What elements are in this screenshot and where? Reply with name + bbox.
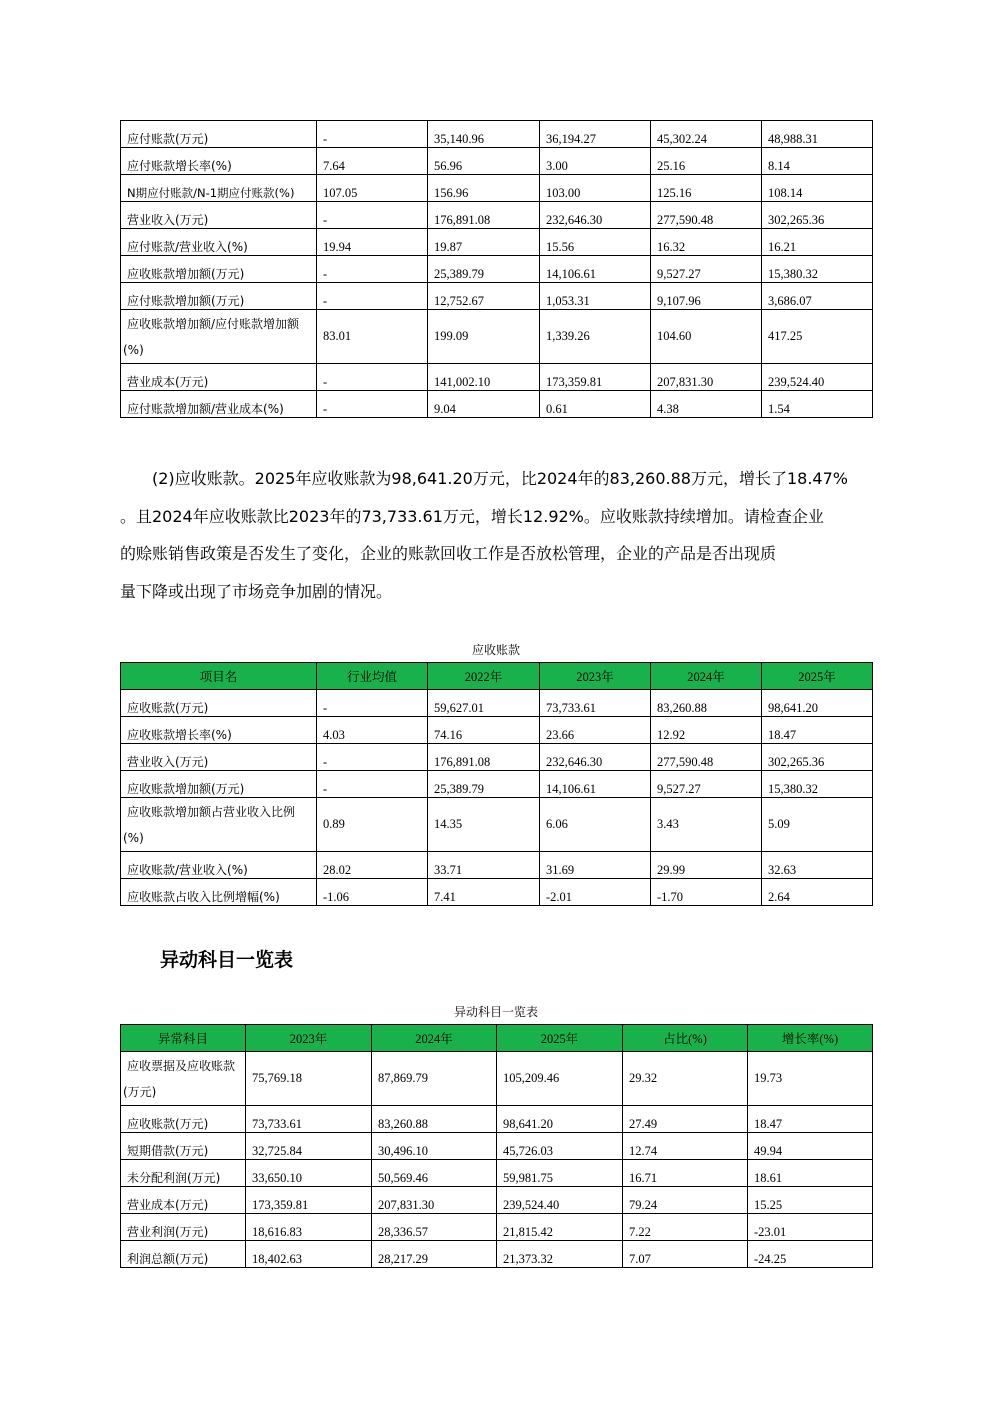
- column-header: 2025年: [497, 1025, 623, 1052]
- cell: 1.54: [762, 391, 873, 418]
- row-label: 应收账款(万元): [121, 690, 317, 717]
- cell: 103.00: [540, 175, 651, 202]
- cell: 31.69: [540, 852, 651, 879]
- cell: 25,389.79: [428, 771, 540, 798]
- cell: 176,891.08: [428, 744, 540, 771]
- cell: 32.63: [762, 852, 873, 879]
- cell: 19.94: [317, 229, 428, 256]
- cell: 73,733.61: [540, 690, 651, 717]
- cell: 12,752.67: [428, 283, 540, 310]
- row-label: [121, 798, 317, 852]
- cell: 56.96: [428, 148, 540, 175]
- cell: 36,194.27: [540, 121, 651, 148]
- table-row: [121, 202, 873, 229]
- cell: 45,302.24: [651, 121, 762, 148]
- table-caption: 应收账款: [471, 643, 520, 657]
- cell: 173,359.81: [246, 1187, 372, 1214]
- cell: 7.64: [317, 148, 428, 175]
- cell: 1,339.26: [540, 310, 651, 364]
- table-row: [121, 121, 873, 148]
- table-row: [121, 1187, 873, 1214]
- cell: 28,217.29: [372, 1241, 497, 1268]
- paragraph-text: (2)应收账款。2025年应收账款为98,641.20万元，比2024年的83,260.88万元，增长了18.47%: [152, 469, 848, 488]
- cell: 7.22: [623, 1214, 748, 1241]
- row-label: 营业成本(万元): [121, 364, 317, 391]
- row-label: [121, 310, 317, 364]
- cell: 176,891.08: [428, 202, 540, 229]
- column-header: 行业均值: [317, 663, 428, 690]
- cell: 14,106.61: [540, 771, 651, 798]
- row-label: 利润总额(万元): [121, 1241, 246, 1268]
- cell: -: [317, 256, 428, 283]
- cell: 156.96: [428, 175, 540, 202]
- cell: 232,646.30: [540, 744, 651, 771]
- cell: 0.89: [317, 798, 428, 852]
- cell: 74.16: [428, 717, 540, 744]
- cell: 4.03: [317, 717, 428, 744]
- cell: 16.21: [762, 229, 873, 256]
- cell: 23.66: [540, 717, 651, 744]
- cell: 207,831.30: [372, 1187, 497, 1214]
- cell: 29.32: [623, 1052, 748, 1106]
- table-row: [121, 1052, 873, 1106]
- cell: 107.05: [317, 175, 428, 202]
- cell: 33,650.10: [246, 1160, 372, 1187]
- cell: 9,107.96: [651, 283, 762, 310]
- cell: 25,389.79: [428, 256, 540, 283]
- cell: 239,524.40: [497, 1187, 623, 1214]
- table-row: [121, 256, 873, 283]
- table-row: [121, 1214, 873, 1241]
- cell: 21,815.42: [497, 1214, 623, 1241]
- cell: 15.25: [748, 1187, 873, 1214]
- cell: 239,524.40: [762, 364, 873, 391]
- table-row: [121, 1160, 873, 1187]
- cell: 18,616.83: [246, 1214, 372, 1241]
- paragraph-line: [120, 460, 880, 498]
- cell: 15,380.32: [762, 771, 873, 798]
- cell: 83,260.88: [651, 690, 762, 717]
- row-label: 应收账款(万元): [121, 1106, 246, 1133]
- cell: 9.04: [428, 391, 540, 418]
- cell: 50,569.46: [372, 1160, 497, 1187]
- cell: 18.61: [748, 1160, 873, 1187]
- row-label: 应收账款/营业收入(%): [121, 852, 317, 879]
- cell: 14,106.61: [540, 256, 651, 283]
- column-header: 2023年: [246, 1025, 372, 1052]
- column-header: 项目名: [121, 663, 317, 690]
- payables-table: [120, 120, 873, 418]
- row-label: 应收账款增长率(%): [121, 717, 317, 744]
- table-row: [121, 717, 873, 744]
- receivables-table: [120, 662, 873, 906]
- cell: 302,265.36: [762, 202, 873, 229]
- cell: 232,646.30: [540, 202, 651, 229]
- cell: 79.24: [623, 1187, 748, 1214]
- row-label: 应收账款占收入比例增幅(%): [121, 879, 317, 906]
- cell: -: [317, 391, 428, 418]
- table-row: [121, 744, 873, 771]
- row-label: 应付账款(万元): [121, 121, 317, 148]
- cell: 25.16: [651, 148, 762, 175]
- row-label: 应收账款增加额(万元): [121, 256, 317, 283]
- paragraph-line: 。且2024年应收账款比2023年的73,733.61万元，增长12.92%。应收账款持续增加。请检查企业: [120, 506, 824, 526]
- analysis-paragraph: [120, 460, 880, 610]
- cell: 141,002.10: [428, 364, 540, 391]
- cell: 2.64: [762, 879, 873, 906]
- cell: 105,209.46: [497, 1052, 623, 1106]
- cell: 18,402.63: [246, 1241, 372, 1268]
- cell: -: [317, 744, 428, 771]
- table-row: [121, 310, 873, 364]
- table-caption: 异动科目一览表: [453, 1005, 538, 1019]
- cell: 9,527.27: [651, 256, 762, 283]
- cell: 3.43: [651, 798, 762, 852]
- table-row: [121, 690, 873, 717]
- cell: 59,627.01: [428, 690, 540, 717]
- cell: 14.35: [428, 798, 540, 852]
- row-label: 未分配利润(万元): [121, 1160, 246, 1187]
- cell: 199.09: [428, 310, 540, 364]
- cell: 15,380.32: [762, 256, 873, 283]
- table-row: [121, 1133, 873, 1160]
- cell: 19.87: [428, 229, 540, 256]
- row-label: 应付账款增长率(%): [121, 148, 317, 175]
- cell: 83.01: [317, 310, 428, 364]
- row-label-line2: (万元): [123, 1084, 157, 1099]
- anomaly-table: [120, 1024, 873, 1268]
- table-row: [121, 391, 873, 418]
- column-header: 2023年: [540, 663, 651, 690]
- row-label-line2: (%): [123, 342, 144, 357]
- cell: -: [317, 121, 428, 148]
- cell: 83,260.88: [372, 1106, 497, 1133]
- cell: 277,590.48: [651, 202, 762, 229]
- cell: -23.01: [748, 1214, 873, 1241]
- row-label: N期应付账款/N-1期应付账款(%): [121, 175, 317, 202]
- cell: 277,590.48: [651, 744, 762, 771]
- cell: -1.06: [317, 879, 428, 906]
- cell: 29.99: [651, 852, 762, 879]
- cell: 108.14: [762, 175, 873, 202]
- column-header: 占比(%): [623, 1025, 748, 1052]
- row-label: 营业收入(万元): [121, 202, 317, 229]
- cell: -24.25: [748, 1241, 873, 1268]
- column-header: 2025年: [762, 663, 873, 690]
- paragraph-line: 的赊账销售政策是否发生了变化，企业的账款回收工作是否放松管理，企业的产品是否出现质: [120, 544, 777, 563]
- table-row: [121, 771, 873, 798]
- column-header: 增长率(%): [748, 1025, 873, 1052]
- row-label: 应收账款增加额(万元): [121, 771, 317, 798]
- table-row: [121, 283, 873, 310]
- cell: 5.09: [762, 798, 873, 852]
- cell: 18.47: [748, 1106, 873, 1133]
- table-row: [121, 229, 873, 256]
- row-label-line1: 应收账款增加额占营业收入比例: [127, 804, 296, 819]
- column-header: 2022年: [428, 663, 540, 690]
- cell: 28,336.57: [372, 1214, 497, 1241]
- cell: 49.94: [748, 1133, 873, 1160]
- cell: 302,265.36: [762, 744, 873, 771]
- cell: 59,981.75: [497, 1160, 623, 1187]
- cell: 1,053.31: [540, 283, 651, 310]
- cell: 104.60: [651, 310, 762, 364]
- section-heading: 异动科目一览表: [160, 949, 294, 971]
- table-row: [121, 364, 873, 391]
- cell: 21,373.32: [497, 1241, 623, 1268]
- table-row: [121, 1241, 873, 1268]
- cell: 35,140.96: [428, 121, 540, 148]
- cell: -: [317, 283, 428, 310]
- cell: 8.14: [762, 148, 873, 175]
- cell: 19.73: [748, 1052, 873, 1106]
- cell: -: [317, 364, 428, 391]
- row-label: 营业利润(万元): [121, 1214, 246, 1241]
- cell: 207,831.30: [651, 364, 762, 391]
- column-header: 2024年: [372, 1025, 497, 1052]
- cell: 27.49: [623, 1106, 748, 1133]
- row-label: 应付账款增加额(万元): [121, 283, 317, 310]
- table-row: [121, 879, 873, 906]
- cell: 33.71: [428, 852, 540, 879]
- cell: -: [317, 771, 428, 798]
- cell: 48,988.31: [762, 121, 873, 148]
- cell: 3.00: [540, 148, 651, 175]
- cell: 9,527.27: [651, 771, 762, 798]
- cell: 28.02: [317, 852, 428, 879]
- table-row: [121, 852, 873, 879]
- cell: 75,769.18: [246, 1052, 372, 1106]
- cell: 417.25: [762, 310, 873, 364]
- cell: 32,725.84: [246, 1133, 372, 1160]
- cell: 6.06: [540, 798, 651, 852]
- cell: 4.38: [651, 391, 762, 418]
- row-label: 应付账款增加额/营业成本(%): [121, 391, 317, 418]
- table-header-row: [121, 663, 873, 690]
- cell: 125.16: [651, 175, 762, 202]
- cell: 16.32: [651, 229, 762, 256]
- cell: 3,686.07: [762, 283, 873, 310]
- cell: -2.01: [540, 879, 651, 906]
- table-row: [121, 1106, 873, 1133]
- table-row: [121, 175, 873, 202]
- cell: 45,726.03: [497, 1133, 623, 1160]
- row-label: 短期借款(万元): [121, 1133, 246, 1160]
- cell: 7.07: [623, 1241, 748, 1268]
- cell: 30,496.10: [372, 1133, 497, 1160]
- cell: 18.47: [762, 717, 873, 744]
- cell: 98,641.20: [762, 690, 873, 717]
- cell: 7.41: [428, 879, 540, 906]
- row-label: 营业收入(万元): [121, 744, 317, 771]
- cell: 12.74: [623, 1133, 748, 1160]
- row-label-line2: (%): [123, 830, 144, 845]
- cell: 87,869.79: [372, 1052, 497, 1106]
- cell: -: [317, 202, 428, 229]
- cell: -1.70: [651, 879, 762, 906]
- table-row: [121, 148, 873, 175]
- row-label-line1: 应收票据及应收账款: [127, 1058, 236, 1073]
- cell: 15.56: [540, 229, 651, 256]
- column-header: 2024年: [651, 663, 762, 690]
- cell: 16.71: [623, 1160, 748, 1187]
- table-header-row: [121, 1025, 873, 1052]
- column-header: 异常科目: [121, 1025, 246, 1052]
- cell: -: [317, 690, 428, 717]
- row-label-line1: 应收账款增加额/应付账款增加额: [127, 316, 300, 331]
- cell: 98,641.20: [497, 1106, 623, 1133]
- row-label: [121, 1052, 246, 1106]
- cell: 12.92: [651, 717, 762, 744]
- table-row: [121, 798, 873, 852]
- cell: 173,359.81: [540, 364, 651, 391]
- cell: 0.61: [540, 391, 651, 418]
- paragraph-line: 量下降或出现了市场竞争加剧的情况。: [120, 581, 393, 601]
- row-label: 营业成本(万元): [121, 1187, 246, 1214]
- cell: 73,733.61: [246, 1106, 372, 1133]
- row-label: 应付账款/营业收入(%): [121, 229, 317, 256]
